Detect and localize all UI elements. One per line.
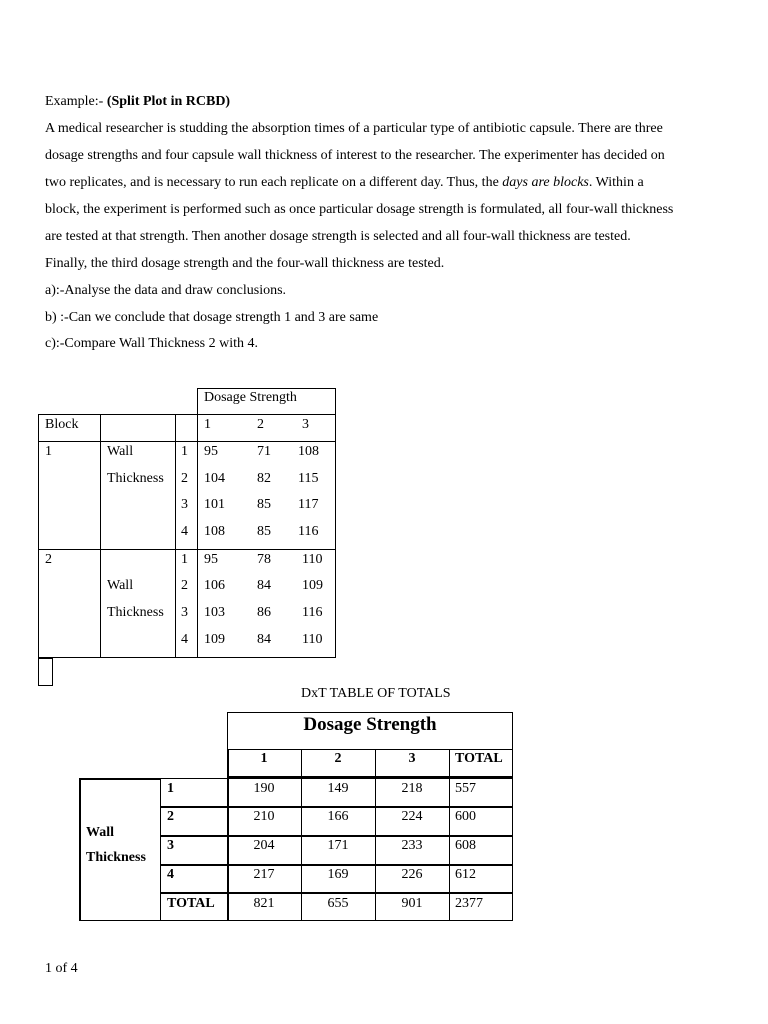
- paragraph-line-3a: two replicates, and is necessary to run each replicate on a different day. Thus, the: [45, 175, 503, 190]
- question-b: b) :-Can we conclude that dosage strength 1 and 3 are same: [45, 310, 379, 325]
- dxt-r4-total: 612: [455, 867, 476, 882]
- dxt-total-c1: 821: [253, 896, 275, 911]
- dxt-r1-c3: 218: [401, 781, 423, 796]
- b1-r2-d1: 104: [204, 471, 225, 486]
- dxt-r3-c1: 204: [253, 838, 275, 853]
- b1-r1-d3: 108: [298, 444, 319, 459]
- b1-r4-d1: 108: [204, 524, 225, 539]
- block-header: Block: [45, 417, 79, 432]
- page-number: 1 of 4: [45, 961, 78, 976]
- b2-r3-d2: 86: [257, 605, 271, 620]
- question-c: c):-Compare Wall Thickness 2 with 4.: [45, 336, 258, 351]
- dxt-col-2: 2: [334, 751, 342, 766]
- dxt-row-2-label: 2: [167, 809, 174, 824]
- b2-r3-d3: 116: [302, 605, 323, 620]
- b2-r2-d3: 109: [302, 578, 323, 593]
- b1-r4-d3: 116: [298, 524, 319, 539]
- dxt-r2-c1: 210: [253, 809, 275, 824]
- dxt-total-c3: 901: [401, 896, 423, 911]
- dxt-r3-total: 608: [455, 838, 476, 853]
- b1-wt-4: 4: [181, 524, 188, 539]
- dxt-r4-c1: 217: [253, 867, 275, 882]
- dosage-level-3: 3: [302, 417, 309, 432]
- b2-wt-3: 3: [181, 605, 188, 620]
- b2-r3-d1: 103: [204, 605, 225, 620]
- block-1-thickness-label: Thickness: [107, 471, 164, 486]
- dosage-level-2: 2: [257, 417, 264, 432]
- paragraph-line-2: dosage strengths and four capsule wall thickness of interest to the researcher. The experimenter has decided on: [45, 148, 665, 163]
- dxt-r2-total: 600: [455, 809, 476, 824]
- b2-r4-d1: 109: [204, 632, 225, 647]
- b1-r2-d3: 115: [298, 471, 319, 486]
- example-heading: [45, 94, 230, 110]
- dxt-r3-c2: 171: [327, 838, 349, 853]
- dxt-hline-3: [160, 864, 513, 866]
- dxt-grand-total: 2377: [455, 896, 483, 911]
- empty-cell-box: [38, 658, 53, 686]
- dxt-r1-c1: 190: [253, 781, 275, 796]
- paragraph-line-6: Finally, the third dosage strength and the four-wall thickness are tested.: [45, 256, 445, 271]
- dxt-total-c2: 655: [327, 896, 349, 911]
- b1-wt-1: 1: [181, 444, 188, 459]
- block-2-thickness-label: Thickness: [107, 605, 164, 620]
- b1-wt-3: 3: [181, 497, 188, 512]
- dxt-r4-c3: 226: [401, 867, 423, 882]
- block-1-label: 1: [45, 444, 52, 459]
- b2-r1-d3: 110: [302, 552, 323, 567]
- paragraph-line-3-italic: days are blocks: [502, 175, 589, 190]
- b1-r4-d2: 85: [257, 524, 271, 539]
- heading-prefix: Example:-: [45, 94, 107, 109]
- dxt-row-4-label: 4: [167, 867, 174, 882]
- paragraph-line-4: block, the experiment is performed such as once particular dosage strength is formulated, all four-wall thickness: [45, 202, 674, 217]
- paragraph-line-3: [45, 175, 644, 191]
- paragraph-line-5: are tested at that strength. Then another dosage strength is selected and all four-wall thickness are tested.: [45, 229, 631, 244]
- dxt-header: Dosage Strength: [303, 714, 437, 735]
- b1-r3-d3: 117: [298, 497, 319, 512]
- dxt-col-1: 1: [260, 751, 268, 766]
- dxt-row-label-wall: Wall: [86, 825, 115, 840]
- dxt-row-total-label: TOTAL: [167, 896, 215, 911]
- b2-r2-d1: 106: [204, 578, 225, 593]
- block-2-wall-label: Wall: [107, 578, 134, 593]
- b2-r1-d2: 78: [257, 552, 271, 567]
- heading-title: (Split Plot in RCBD): [106, 94, 231, 109]
- dxt-r2-c2: 166: [327, 809, 349, 824]
- dxt-hline-2: [160, 835, 513, 837]
- b1-r3-d1: 101: [204, 497, 225, 512]
- question-a: a):-Analyse the data and draw conclusions.: [45, 283, 287, 298]
- dosage-header: Dosage Strength: [204, 390, 297, 405]
- dxt-r1-c2: 149: [327, 781, 349, 796]
- dxt-hline-4: [160, 892, 513, 894]
- dxt-col-total: TOTAL: [455, 751, 503, 766]
- b2-wt-2: 2: [181, 578, 188, 593]
- b2-r2-d2: 84: [257, 578, 271, 593]
- dxt-r3-c3: 233: [401, 838, 423, 853]
- dxt-col-3: 3: [408, 751, 416, 766]
- b1-r3-d2: 85: [257, 497, 271, 512]
- block-2-label: 2: [45, 552, 52, 567]
- b2-r1-d1: 95: [204, 552, 218, 567]
- dxt-row-3-label: 3: [167, 838, 174, 853]
- paragraph-line-3b: . Within a: [588, 175, 644, 190]
- b1-wt-2: 2: [181, 471, 188, 486]
- block-1-wall-label: Wall: [107, 444, 134, 459]
- dxt-r1-total: 557: [455, 781, 476, 796]
- dxt-row-label-thickness: Thickness: [86, 850, 146, 865]
- dxt-r2-c3: 224: [401, 809, 423, 824]
- dxt-hline-1: [160, 806, 513, 808]
- b2-r4-d2: 84: [257, 632, 271, 647]
- dxt-r4-c2: 169: [327, 867, 349, 882]
- b2-r4-d3: 110: [302, 632, 323, 647]
- b2-wt-4: 4: [181, 632, 188, 647]
- b1-r1-d2: 71: [257, 444, 271, 459]
- dxt-row-1-label: 1: [167, 781, 174, 796]
- header-row: [38, 414, 336, 442]
- b1-r1-d1: 95: [204, 444, 218, 459]
- b2-wt-1: 1: [181, 552, 188, 567]
- paragraph-line-1: A medical researcher is studding the absorption times of a particular type of antibiotic capsule. There are three: [45, 121, 663, 136]
- b1-r2-d2: 82: [257, 471, 271, 486]
- dosage-level-1: 1: [204, 417, 211, 432]
- dxt-caption: DxT TABLE OF TOTALS: [301, 686, 451, 701]
